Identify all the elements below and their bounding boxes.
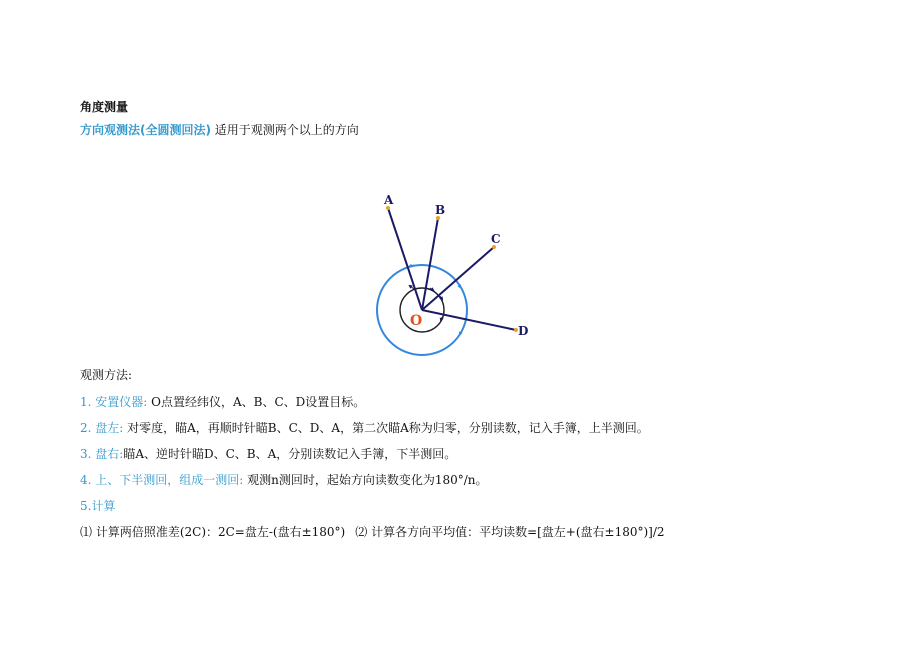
direction-observation-diagram — [370, 188, 540, 358]
step-1-text: O点置经纬仪，A、B、C、D设置目标。 — [147, 395, 366, 409]
step-4 — [80, 471, 488, 488]
step-3-number: 3. — [80, 447, 92, 461]
vector-oa — [388, 208, 422, 310]
step-4-number: 4. — [80, 473, 92, 487]
step-2 — [80, 419, 649, 436]
vector-oc — [422, 247, 494, 310]
label-b: B — [435, 203, 446, 217]
page-title: 角度测量 — [80, 100, 129, 114]
subtitle — [80, 121, 359, 138]
step-2-label: 盘左: — [91, 421, 124, 435]
vector-ob — [422, 218, 438, 310]
formula-average: ⑵ 计算各方向平均值：平均读数=[盘左+(盘右±180°)]/2 — [355, 525, 665, 539]
step-1-label: 安置仪器: — [91, 395, 148, 409]
label-d: D — [518, 324, 529, 338]
label-o: O — [410, 313, 423, 329]
step-4-label: 上、下半测回，组成一测回: — [91, 473, 244, 487]
method-keyword: 方向观测法(全圆测回法) — [80, 123, 211, 137]
step-3-label: 盘右: — [91, 447, 124, 461]
label-a: A — [384, 193, 394, 207]
formulas — [80, 523, 665, 540]
method-description: 适用于观测两个以上的方向 — [210, 123, 359, 137]
step-3 — [80, 445, 456, 462]
step-2-text: 对零度，瞄A，再顺时针瞄B、C、D、A，第二次瞄A称为归零，分别读数，记入手簿，上半测回。 — [123, 421, 649, 435]
method-heading: 观测方法: — [80, 368, 133, 382]
formula-2c: ⑴ 计算两倍照准差(2C)：2C=盘左-(盘右±180°) — [80, 525, 346, 539]
calc-heading: 5.计算 — [80, 499, 116, 513]
step-3-text: 瞄A、逆时针瞄D、C、B、A，分别读数记入手簿，下半测回。 — [123, 447, 457, 461]
label-c: C — [491, 232, 501, 246]
step-2-number: 2. — [80, 421, 92, 435]
step-1-number: 1. — [80, 395, 92, 409]
step-4-text: 观测n测回时，起始方向读数变化为180°/n。 — [243, 473, 488, 487]
step-1 — [80, 393, 365, 410]
